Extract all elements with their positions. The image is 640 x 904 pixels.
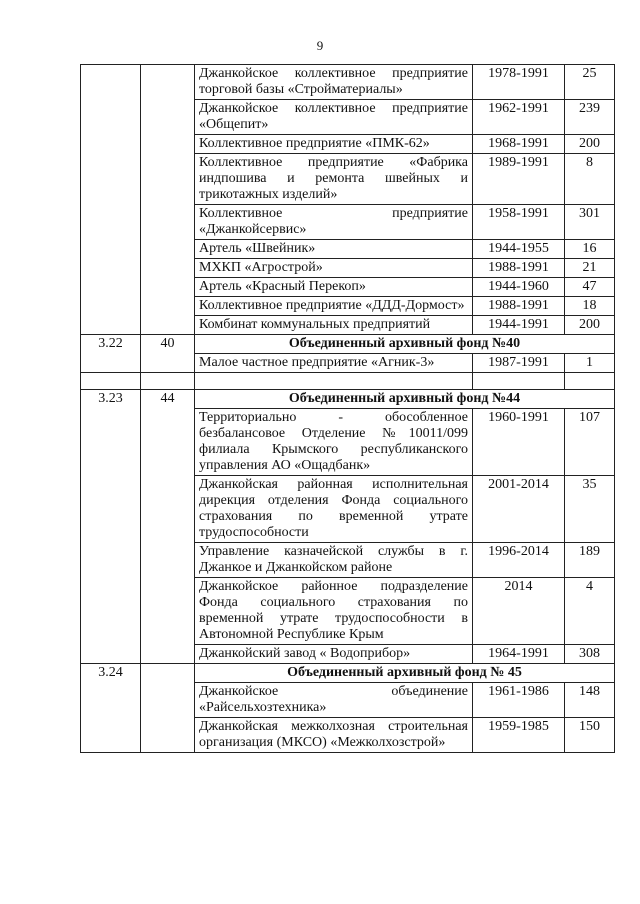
fund-item-name: Коллективное предприятие «Джанкойсервис»: [195, 205, 473, 240]
fund-item-years: 1987-1991: [473, 354, 565, 373]
fund-item-count: 107: [565, 409, 615, 476]
fund-item-years: 2001-2014: [473, 476, 565, 543]
spacer-row: [81, 373, 615, 390]
fund-item-count: 18: [565, 297, 615, 316]
section-number: 3.23: [81, 390, 141, 664]
fund-title: Объединенный архивный фонд №40: [195, 335, 615, 354]
fund-title: Объединенный архивный фонд №44: [195, 390, 615, 409]
fund-item-count: 8: [565, 154, 615, 205]
fund-item-name: Джанкойская районная исполнительная дирекция отделения Фонда социального страхования по временной утрате трудоспособности: [195, 476, 473, 543]
fund-item-years: 1944-1955: [473, 240, 565, 259]
fund-item-years: 1968-1991: [473, 135, 565, 154]
fund-item-count: 25: [565, 65, 615, 100]
fund-item-years: 1988-1991: [473, 259, 565, 278]
fund-item-name: Коллективное предприятие «ДДД-Дормост»: [195, 297, 473, 316]
fund-item-count: 200: [565, 135, 615, 154]
fund-item-years: 1964-1991: [473, 645, 565, 664]
fund-item-count: 189: [565, 543, 615, 578]
fund-item-years: 1961-1986: [473, 683, 565, 718]
fund-item-years: 2014: [473, 578, 565, 645]
fund-item-count: 35: [565, 476, 615, 543]
fund-item-name: Джанкойское районное подразделение Фонда социального страхования по временной утрате трудоспособности в Автономной Республике Крым: [195, 578, 473, 645]
archive-table: [80, 64, 615, 753]
fund-item-count: 21: [565, 259, 615, 278]
fund-item-count: 239: [565, 100, 615, 135]
fund-code: 44: [141, 390, 195, 664]
fund-item-count: 150: [565, 718, 615, 753]
fund-item-name: Территориально - обособленное безбалансовое Отделение №10011/099 филиала Крымского республиканского управления АО «Ощадбанк»: [195, 409, 473, 476]
fund-item-years: 1944-1991: [473, 316, 565, 335]
fund-item-name: Коллективное предприятие «ПМК-62»: [195, 135, 473, 154]
fund-item-years: 1962-1991: [473, 100, 565, 135]
fund-item-name: Джанкойское коллективное предприятие «Общепит»: [195, 100, 473, 135]
fund-item-name: МХКП «Агрострой»: [195, 259, 473, 278]
fund-item-years: 1989-1991: [473, 154, 565, 205]
fund-header-row: [81, 390, 615, 409]
fund-item-count: 308: [565, 645, 615, 664]
fund-item-name: Джанкойское объединение «Райсельхозтехника»: [195, 683, 473, 718]
fund-header-row: [81, 335, 615, 354]
fund-item-years: 1988-1991: [473, 297, 565, 316]
fund-item-count: 301: [565, 205, 615, 240]
fund-item-years: 1960-1991: [473, 409, 565, 476]
fund-item-name: Комбинат коммунальных предприятий: [195, 316, 473, 335]
fund-item-count: 4: [565, 578, 615, 645]
fund-item-count: 200: [565, 316, 615, 335]
page-number: 9: [316, 38, 324, 53]
fund-item-name: Коллективное предприятие «Фабрика индпошива и ремонта швейных и трикотажных изделий»: [195, 154, 473, 205]
fund-item-name: Джанкойский завод « Водоприбор»: [195, 645, 473, 664]
fund-code: 40: [141, 335, 195, 373]
fund-item-years: 1996-2014: [473, 543, 565, 578]
fund-item-years: 1959-1985: [473, 718, 565, 753]
table-row: [81, 65, 615, 100]
fund-code: [141, 664, 195, 753]
fund-item-name: Джанкойская межколхозная строительная организация (МКСО) «Межколхозстрой»: [195, 718, 473, 753]
fund-item-name: Артель «Красный Перекоп»: [195, 278, 473, 297]
section-number: 3.22: [81, 335, 141, 373]
fund-item-years: 1978-1991: [473, 65, 565, 100]
fund-item-count: 16: [565, 240, 615, 259]
fund-item-count: 148: [565, 683, 615, 718]
fund-item-name: Джанкойское коллективное предприятие торговой базы «Стройматериалы»: [195, 65, 473, 100]
fund-header-row: [81, 664, 615, 683]
fund-item-count: 47: [565, 278, 615, 297]
fund-item-name: Управление казначейской службы в г. Джанкое и Джанкойском районе: [195, 543, 473, 578]
fund-item-years: 1958-1991: [473, 205, 565, 240]
fund-item-years: 1944-1960: [473, 278, 565, 297]
fund-item-count: 1: [565, 354, 615, 373]
fund-item-name: Малое частное предприятие «Агник-3»: [195, 354, 473, 373]
fund-title: Объединенный архивный фонд № 45: [195, 664, 615, 683]
section-number: 3.24: [81, 664, 141, 753]
fund-item-name: Артель «Швейник»: [195, 240, 473, 259]
